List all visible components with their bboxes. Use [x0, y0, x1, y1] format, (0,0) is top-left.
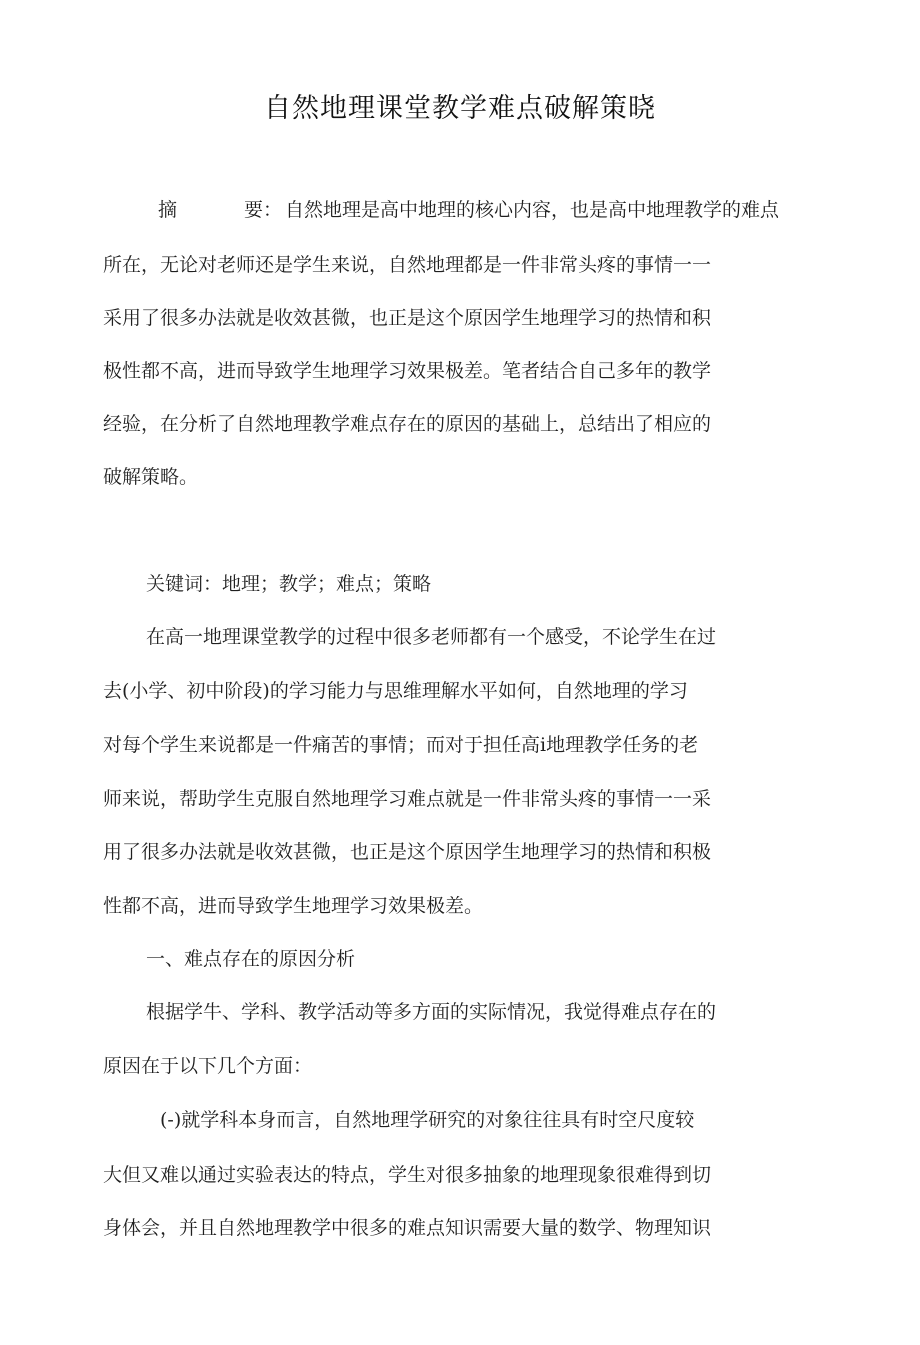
point1-line: 身体会，并且自然地理教学中很多的难点知识需要大量的数学、物理知识 [103, 1217, 712, 1239]
abstract-label-char2: 要： [244, 199, 283, 221]
abstract-label-char1: 摘 [158, 199, 178, 221]
intro-line: 在高一地理课堂教学的过程中很多老师都有一个感受，不论学生在过 [146, 626, 717, 648]
document-title: 自然地理课堂教学难点破解策晓 [264, 93, 656, 124]
abstract-line: 经验，在分析了自然地理教学难点存在的原因的基础上，总结出了相应的 [103, 413, 712, 435]
intro-line: 对每个学生来说都是一件痛苦的事情；而对于担任高i地理教学任务的老 [103, 734, 699, 756]
section1-line: 原因在于以下几个方面： [103, 1055, 313, 1077]
abstract-line: 采用了很多办法就是收效甚微，也正是这个原因学生地理学习的热情和积 [103, 307, 712, 329]
intro-line: 师来说，帮助学生克服自然地理学习难点就是一件非常头疼的事情一一采 [103, 788, 712, 810]
point1-line: 大但又难以通过实验表达的特点，学生对很多抽象的地理现象很难得到切 [103, 1164, 712, 1186]
intro-line: 性都不高，进而导致学生地理学习效果极差。 [103, 895, 484, 917]
section-heading: 一、难点存在的原因分析 [146, 948, 356, 970]
point1-line: (-)就学科本身而言，自然地理学研究的对象往往具有时空尺度较 [160, 1109, 695, 1131]
intro-line: 去(小学、初中阶段)的学习能力与思维理解水平如何，自然地理的学习 [103, 680, 688, 702]
keywords-line: 关键词：地理；教学；难点；策略 [146, 573, 432, 595]
abstract-line: 自然地理是高中地理的核心内容，也是高中地理教学的难点 [285, 199, 780, 221]
abstract-line: 极性都不高，进而导致学生地理学习效果极差。笔者结合自己多年的教学 [103, 360, 712, 382]
intro-line: 用了很多办法就是收效甚微，也正是这个原因学生地理学习的热情和积极 [103, 841, 712, 863]
abstract-line: 所在，无论对老师还是学生来说，自然地理都是一件非常头疼的事情一一 [103, 254, 712, 276]
section1-line: 根据学牛、学科、教学活动等多方面的实际情况，我觉得难点存在的 [146, 1001, 717, 1023]
abstract-line: 破解策略。 [103, 466, 199, 488]
